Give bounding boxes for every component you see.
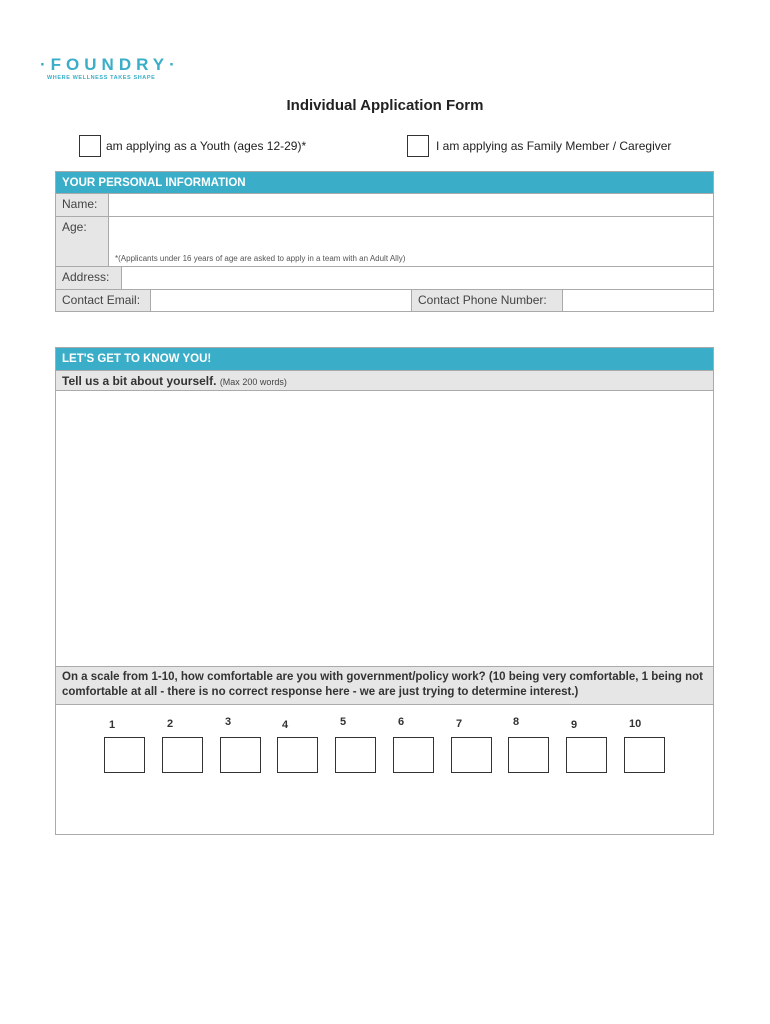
scale-number: 5 [340, 716, 347, 728]
scale-number: 8 [513, 716, 520, 728]
scale-number: 10 [629, 718, 642, 730]
page-title: Individual Application Form [286, 97, 484, 114]
email-input[interactable] [150, 289, 412, 312]
address-label: Address: [55, 266, 122, 290]
about-prompt [55, 370, 714, 391]
scale-box-8[interactable] [508, 737, 549, 773]
scale-box-1[interactable] [104, 737, 145, 773]
scale-number: 1 [109, 719, 116, 731]
scale-number: 7 [456, 718, 463, 730]
scale-box-10[interactable] [624, 737, 665, 773]
about-prompt-note: (Max 200 words) [219, 377, 287, 387]
about-prompt-text: Tell us a bit about yourself. [62, 374, 217, 388]
name-label: Name: [55, 193, 109, 217]
email-label: Contact Email: [55, 289, 151, 312]
scale-box-4[interactable] [277, 737, 318, 773]
about-textarea[interactable] [55, 390, 714, 667]
scale-box-6[interactable] [393, 737, 434, 773]
scale-box-3[interactable] [220, 737, 261, 773]
personal-info-header: YOUR PERSONAL INFORMATION [55, 171, 714, 194]
age-label: Age: [55, 216, 109, 267]
phone-label: Contact Phone Number: [411, 289, 563, 312]
scale-number: 9 [571, 719, 578, 731]
scale-number: 4 [282, 719, 289, 731]
scale-number: 3 [225, 716, 232, 728]
scale-box-9[interactable] [566, 737, 607, 773]
scale-box-7[interactable] [451, 737, 492, 773]
name-input[interactable] [108, 193, 714, 217]
scale-area [55, 704, 714, 835]
family-label: I am applying as Family Member / Caregiver [436, 139, 672, 153]
scale-question: On a scale from 1-10, how comfortable are you with government/policy work? (10 being very comfortable, 1 being not comfortable at all - there is no correct response here - we are just trying to determine interest.) [55, 666, 714, 705]
logo: ·FOUNDRY· [40, 55, 180, 74]
scale-number: 6 [398, 716, 405, 728]
phone-input[interactable] [562, 289, 714, 312]
scale-box-2[interactable] [162, 737, 203, 773]
address-input[interactable] [121, 266, 714, 290]
age-input[interactable] [108, 216, 714, 267]
scale-number: 2 [167, 718, 174, 730]
youth-checkbox[interactable] [79, 135, 101, 157]
logo-tagline: WHERE WELLNESS TAKES SHAPE [47, 75, 156, 81]
age-note: *(Applicants under 16 years of age are asked to apply in a team with an Adult Ally) [115, 254, 406, 263]
family-checkbox[interactable] [407, 135, 429, 157]
scale-box-5[interactable] [335, 737, 376, 773]
know-you-header: LET'S GET TO KNOW YOU! [55, 347, 714, 371]
youth-label: am applying as a Youth (ages 12-29)* [106, 139, 307, 153]
